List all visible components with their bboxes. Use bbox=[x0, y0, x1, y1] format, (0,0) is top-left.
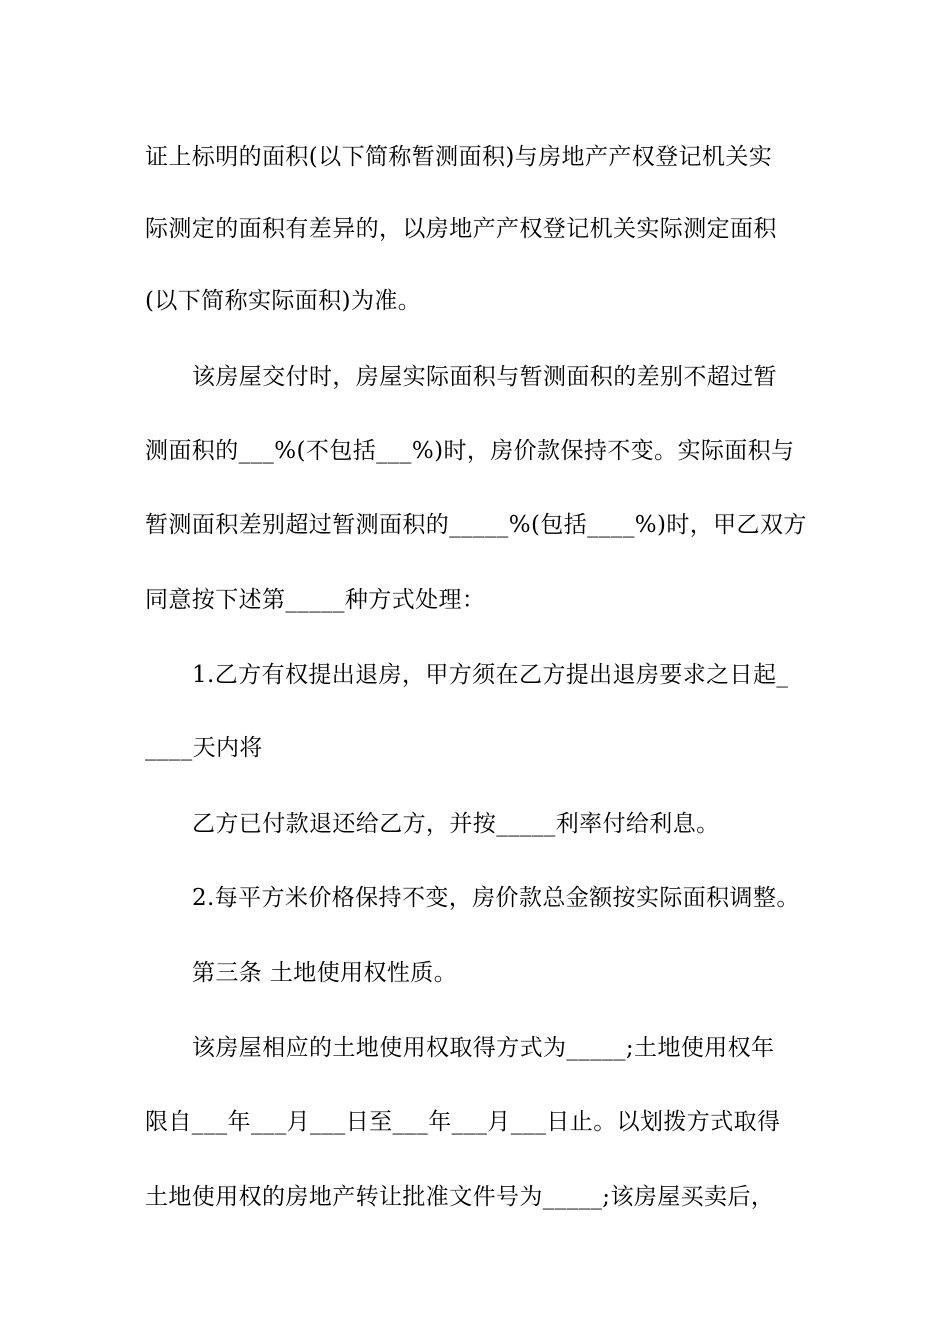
text-line: 土地使用权的房地产转让批准文件号为_____;该房屋买卖后， bbox=[145, 1184, 775, 1210]
section-heading: 第三条 土地使用权性质。 bbox=[192, 960, 458, 986]
text-line: 乙方已付款退还给乙方，并按_____利率付给利息。 bbox=[192, 811, 720, 837]
text-line: (以下简称实际面积)为准。 bbox=[145, 288, 422, 314]
text-line: 证上标明的面积(以下简称暂测面积)与房地产产权登记机关实 bbox=[145, 144, 773, 170]
text-line: 暂测面积差别超过暂测面积的_____%(包括____%)时，甲乙双方 bbox=[145, 512, 807, 538]
text-line: 测面积的___%(不包括___%)时，房价款保持不变。实际面积与 bbox=[145, 438, 795, 464]
text-line: 该房屋相应的土地使用权取得方式为_____;土地使用权年 bbox=[192, 1035, 775, 1061]
text-line: ____天内将 bbox=[145, 735, 263, 761]
text-line: 限自___年___月___日至___年___月___日止。以划拨方式取得 bbox=[145, 1109, 781, 1135]
text-line: 同意按下述第_____种方式处理： bbox=[145, 587, 486, 613]
text-line: 该房屋交付时，房屋实际面积与暂测面积的差别不超过暂 bbox=[192, 364, 777, 390]
text-line: 2.每平方米价格保持不变，房价款总金额按实际面积调整。 bbox=[192, 885, 800, 911]
text-line: 际测定的面积有差异的，以房地产产权登记机关实际测定面积 bbox=[145, 216, 777, 242]
text-line: 1.乙方有权提出退房，甲方须在乙方提出退房要求之日起_ bbox=[192, 662, 789, 688]
